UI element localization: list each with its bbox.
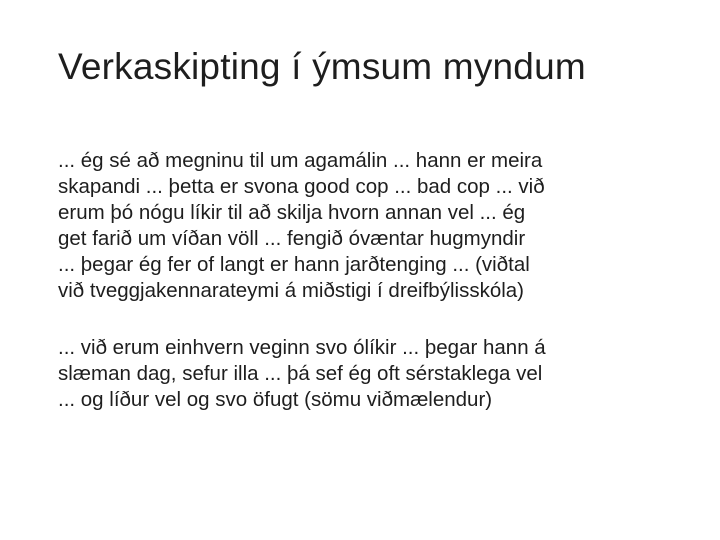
paragraph-line: get farið um víðan völl ... fengið óvæntar hugmyndir bbox=[58, 227, 526, 250]
paragraph-line: skapandi ... þetta er svona good cop ... bad cop ... við bbox=[58, 175, 545, 198]
paragraph-line: ... ég sé að megninu til um agamálin ... hann er meira bbox=[58, 149, 543, 172]
paragraph-line: ... við erum einhvern veginn svo ólíkir ... þegar hann á bbox=[58, 336, 546, 359]
paragraph-line: við tveggjakennarateymi á miðstigi í dreifbýlisskóla) bbox=[58, 279, 525, 302]
paragraph-line: ... og líður vel og svo öfugt (sömu viðmælendur) bbox=[58, 388, 493, 411]
paragraph-line: slæman dag, sefur illa ... þá sef ég oft sérstaklega vel bbox=[58, 362, 543, 385]
quote-paragraph-2 bbox=[58, 335, 678, 413]
quote-paragraph-1 bbox=[58, 148, 678, 304]
slide-title: Verkaskipting í ýmsum myndum bbox=[58, 46, 586, 87]
paragraph-line: erum þó nógu líkir til að skilja hvorn annan vel ... ég bbox=[58, 201, 526, 224]
paragraph-line: ... þegar ég fer of langt er hann jarðtenging ... (viðtal bbox=[58, 253, 530, 276]
slide-body bbox=[58, 148, 678, 413]
